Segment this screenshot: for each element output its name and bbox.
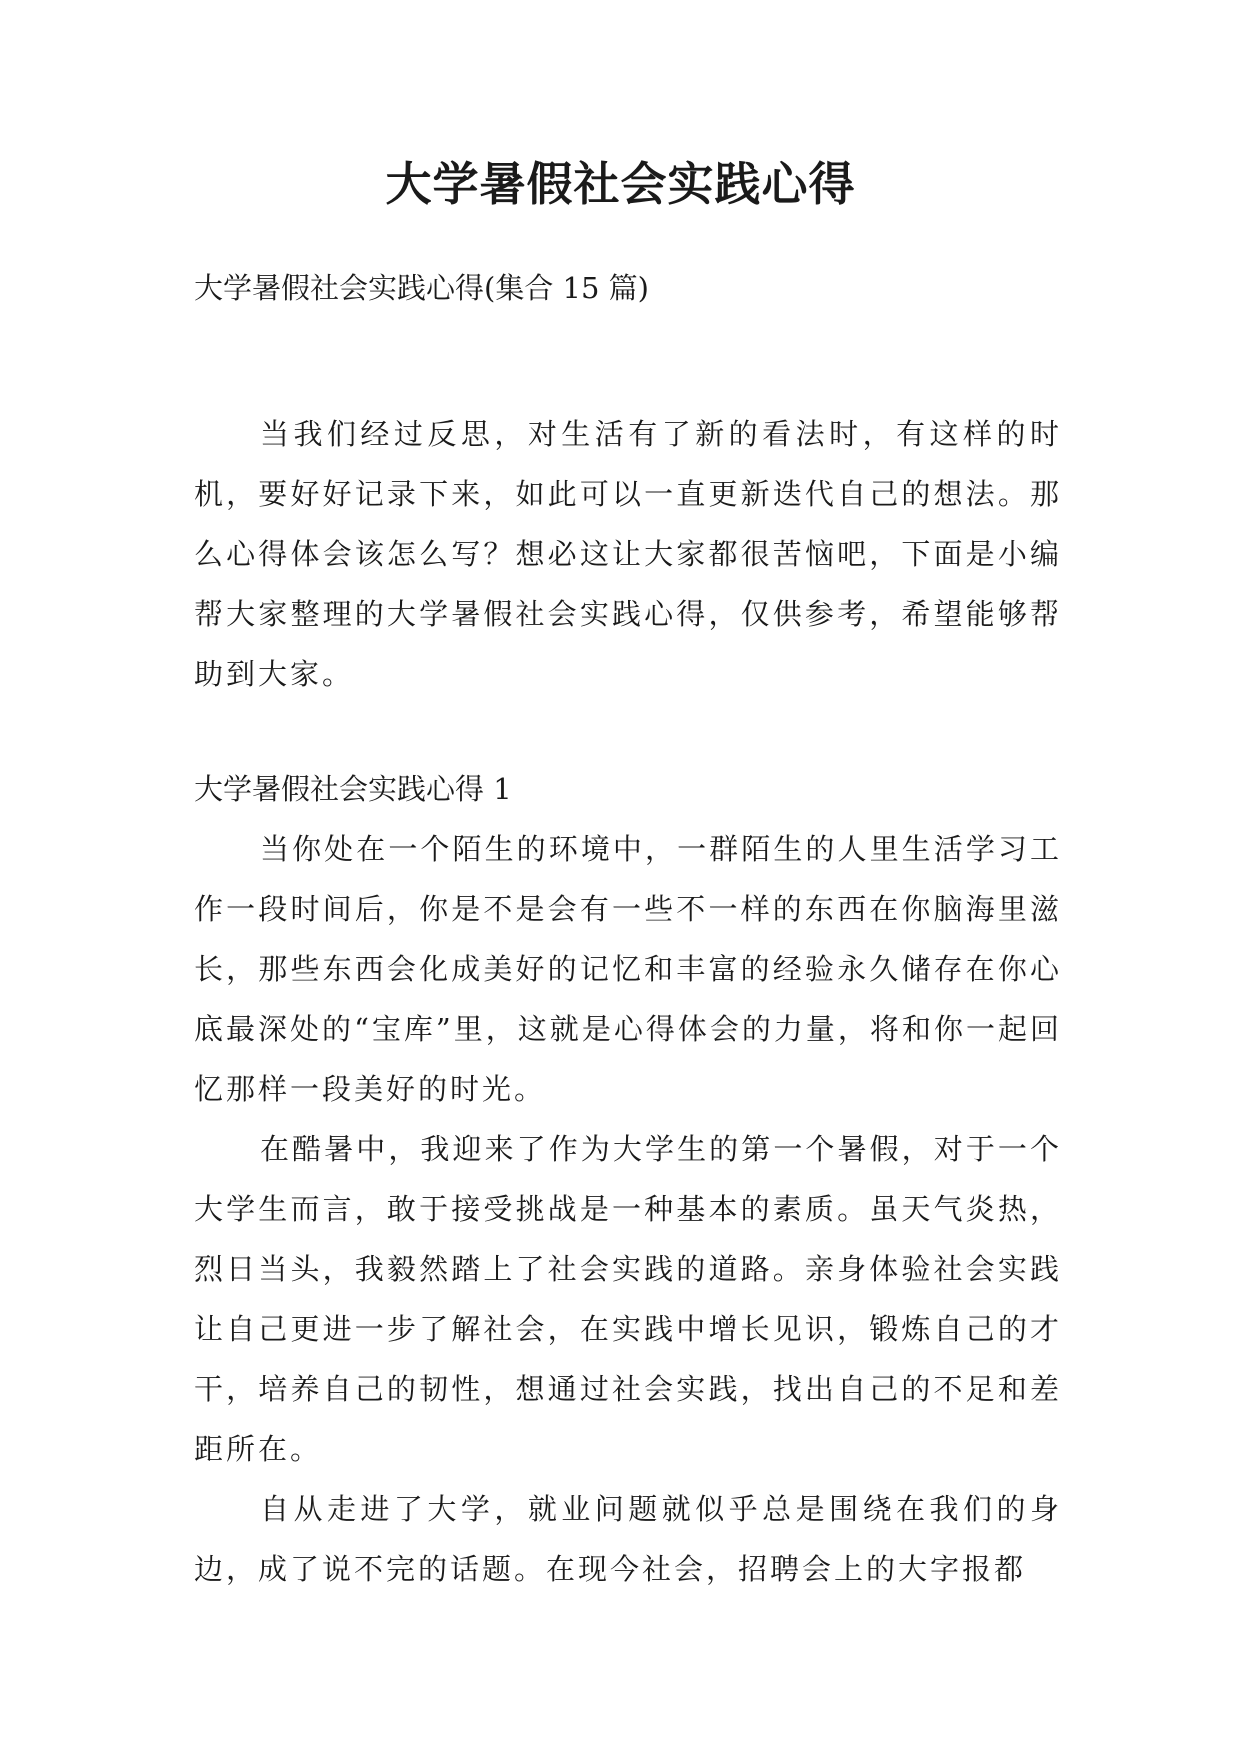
body-paragraph: 当你处在一个陌生的环境中，一群陌生的人里生活学习工作一段时间后，你是不是会有一些不一样的东西在你脑海里滋长，那些东西会化成美好的记忆和丰富的经验永久储存在你心底最深处的“宝库”里，这就是心得体会的力量，将和你一起回忆那样一段美好的时光。 xyxy=(194,832,1062,1106)
section-heading: 大学暑假社会实践心得 1 xyxy=(194,772,512,806)
intro-block xyxy=(194,404,1062,704)
document-subtitle: 大学暑假社会实践心得(集合 15 篇) xyxy=(194,271,649,305)
intro-paragraph: 当我们经过反思，对生活有了新的看法时，有这样的时机，要好好记录下来，如此可以一直更新迭代自己的想法。那么心得体会该怎么写？想必这让大家都很苦恼吧，下面是小编帮大家整理的大学暑假社会实践心得，仅供参考，希望能够帮助到大家。 xyxy=(194,417,1062,691)
section-body xyxy=(194,819,1062,1599)
body-paragraph: 在酷暑中，我迎来了作为大学生的第一个暑假，对于一个大学生而言，敢于接受挑战是一种基本的素质。虽天气炎热，烈日当头，我毅然踏上了社会实践的道路。亲身体验社会实践让自己更进一步了解社会，在实践中增长见识，锻炼自己的才干，培养自己的韧性，想通过社会实践，找出自己的不足和差距所在。 xyxy=(194,1132,1062,1466)
document-title: 大学暑假社会实践心得 xyxy=(385,157,856,211)
body-paragraph: 自从走进了大学，就业问题就似乎总是围绕在我们的身边，成了说不完的话题。在现今社会，招聘会上的大字报都 xyxy=(194,1492,1062,1586)
